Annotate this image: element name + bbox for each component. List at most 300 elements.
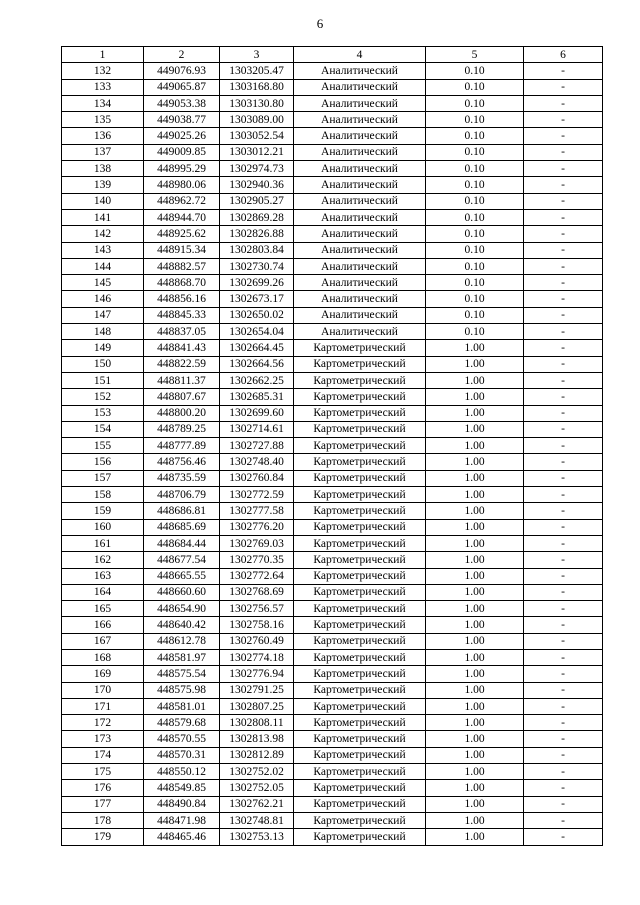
- note-cell: -: [524, 372, 603, 388]
- y-coordinate-cell: 1302807.25: [220, 698, 294, 714]
- method-cell: Аналитический: [294, 95, 426, 111]
- note-cell: -: [524, 226, 603, 242]
- table-row: [62, 193, 603, 209]
- point-number-cell: 171: [62, 698, 144, 714]
- point-number-cell: 164: [62, 584, 144, 600]
- method-cell: Картометрический: [294, 780, 426, 796]
- accuracy-cell: 0.10: [426, 275, 524, 291]
- table-header: [62, 47, 603, 63]
- x-coordinate-cell: 448570.55: [144, 731, 220, 747]
- accuracy-cell: 1.00: [426, 666, 524, 682]
- accuracy-cell: 1.00: [426, 421, 524, 437]
- method-cell: Картометрический: [294, 747, 426, 763]
- point-number-cell: 134: [62, 95, 144, 111]
- note-cell: -: [524, 79, 603, 95]
- note-cell: -: [524, 796, 603, 812]
- accuracy-cell: 1.00: [426, 356, 524, 372]
- table-row: [62, 584, 603, 600]
- note-cell: -: [524, 193, 603, 209]
- table-row: [62, 682, 603, 698]
- x-coordinate-cell: 448684.44: [144, 535, 220, 551]
- accuracy-cell: 0.10: [426, 291, 524, 307]
- table-row: [62, 63, 603, 79]
- method-cell: Картометрический: [294, 796, 426, 812]
- point-number-cell: 158: [62, 487, 144, 503]
- accuracy-cell: 1.00: [426, 487, 524, 503]
- x-coordinate-cell: 448579.68: [144, 715, 220, 731]
- x-coordinate-cell: 448581.01: [144, 698, 220, 714]
- note-cell: -: [524, 535, 603, 551]
- note-cell: -: [524, 747, 603, 763]
- y-coordinate-cell: 1302753.13: [220, 829, 294, 845]
- note-cell: -: [524, 666, 603, 682]
- point-number-cell: 155: [62, 438, 144, 454]
- page-number: 6: [316, 16, 324, 31]
- accuracy-cell: 1.00: [426, 829, 524, 845]
- y-coordinate-cell: 1303052.54: [220, 128, 294, 144]
- table-row: [62, 275, 603, 291]
- accuracy-cell: 0.10: [426, 226, 524, 242]
- point-number-cell: 133: [62, 79, 144, 95]
- x-coordinate-cell: 448612.78: [144, 633, 220, 649]
- accuracy-cell: 1.00: [426, 649, 524, 665]
- method-cell: Картометрический: [294, 633, 426, 649]
- note-cell: -: [524, 63, 603, 79]
- y-coordinate-cell: 1302685.31: [220, 389, 294, 405]
- accuracy-cell: 1.00: [426, 438, 524, 454]
- point-number-cell: 141: [62, 209, 144, 225]
- y-coordinate-cell: 1302699.26: [220, 275, 294, 291]
- note-cell: -: [524, 177, 603, 193]
- point-number-cell: 170: [62, 682, 144, 698]
- accuracy-cell: 1.00: [426, 568, 524, 584]
- x-coordinate-cell: 449025.26: [144, 128, 220, 144]
- table-row: [62, 258, 603, 274]
- point-number-cell: 138: [62, 161, 144, 177]
- method-cell: Аналитический: [294, 324, 426, 340]
- accuracy-cell: 1.00: [426, 372, 524, 388]
- y-coordinate-cell: 1302762.21: [220, 796, 294, 812]
- table-row: [62, 226, 603, 242]
- point-number-cell: 136: [62, 128, 144, 144]
- x-coordinate-cell: 448962.72: [144, 193, 220, 209]
- accuracy-cell: 1.00: [426, 764, 524, 780]
- y-coordinate-cell: 1302812.89: [220, 747, 294, 763]
- x-coordinate-cell: 448490.84: [144, 796, 220, 812]
- method-cell: Картометрический: [294, 731, 426, 747]
- point-number-cell: 157: [62, 470, 144, 486]
- method-cell: Картометрический: [294, 552, 426, 568]
- point-number-cell: 160: [62, 519, 144, 535]
- point-number-cell: 143: [62, 242, 144, 258]
- note-cell: -: [524, 584, 603, 600]
- y-coordinate-cell: 1302770.35: [220, 552, 294, 568]
- x-coordinate-cell: 448706.79: [144, 487, 220, 503]
- method-cell: Картометрический: [294, 715, 426, 731]
- method-cell: Аналитический: [294, 128, 426, 144]
- x-coordinate-cell: 449009.85: [144, 144, 220, 160]
- note-cell: -: [524, 144, 603, 160]
- y-coordinate-cell: 1302769.03: [220, 535, 294, 551]
- table-row: [62, 438, 603, 454]
- x-coordinate-cell: 449053.38: [144, 95, 220, 111]
- point-number-cell: 165: [62, 601, 144, 617]
- note-cell: -: [524, 356, 603, 372]
- accuracy-cell: 1.00: [426, 535, 524, 551]
- point-number-cell: 167: [62, 633, 144, 649]
- note-cell: -: [524, 470, 603, 486]
- y-coordinate-cell: 1302654.04: [220, 324, 294, 340]
- table-row: [62, 307, 603, 323]
- point-number-cell: 132: [62, 63, 144, 79]
- point-number-cell: 144: [62, 258, 144, 274]
- method-cell: Аналитический: [294, 275, 426, 291]
- x-coordinate-cell: 448856.16: [144, 291, 220, 307]
- x-coordinate-cell: 448980.06: [144, 177, 220, 193]
- column-header-5: 5: [426, 47, 524, 63]
- y-coordinate-cell: 1303089.00: [220, 112, 294, 128]
- point-number-cell: 177: [62, 796, 144, 812]
- accuracy-cell: 1.00: [426, 454, 524, 470]
- accuracy-cell: 0.10: [426, 144, 524, 160]
- table-row: [62, 470, 603, 486]
- x-coordinate-cell: 448549.85: [144, 780, 220, 796]
- y-coordinate-cell: 1302813.98: [220, 731, 294, 747]
- y-coordinate-cell: 1302808.11: [220, 715, 294, 731]
- method-cell: Картометрический: [294, 470, 426, 486]
- x-coordinate-cell: 448665.55: [144, 568, 220, 584]
- table-row: [62, 633, 603, 649]
- note-cell: -: [524, 438, 603, 454]
- note-cell: -: [524, 764, 603, 780]
- method-cell: Аналитический: [294, 307, 426, 323]
- point-number-cell: 174: [62, 747, 144, 763]
- method-cell: Аналитический: [294, 144, 426, 160]
- method-cell: Картометрический: [294, 649, 426, 665]
- method-cell: Картометрический: [294, 535, 426, 551]
- method-cell: Аналитический: [294, 161, 426, 177]
- accuracy-cell: 1.00: [426, 470, 524, 486]
- table-row: [62, 372, 603, 388]
- note-cell: -: [524, 519, 603, 535]
- method-cell: Аналитический: [294, 242, 426, 258]
- x-coordinate-cell: 448807.67: [144, 389, 220, 405]
- note-cell: -: [524, 242, 603, 258]
- point-number-cell: 159: [62, 503, 144, 519]
- table-row: [62, 421, 603, 437]
- x-coordinate-cell: 448995.29: [144, 161, 220, 177]
- y-coordinate-cell: 1303130.80: [220, 95, 294, 111]
- y-coordinate-cell: 1302752.05: [220, 780, 294, 796]
- note-cell: -: [524, 389, 603, 405]
- accuracy-cell: 0.10: [426, 193, 524, 209]
- point-number-cell: 151: [62, 372, 144, 388]
- table-row: [62, 698, 603, 714]
- note-cell: -: [524, 258, 603, 274]
- method-cell: Картометрический: [294, 454, 426, 470]
- table-row: [62, 764, 603, 780]
- y-coordinate-cell: 1302774.18: [220, 649, 294, 665]
- x-coordinate-cell: 449076.93: [144, 63, 220, 79]
- method-cell: Аналитический: [294, 177, 426, 193]
- accuracy-cell: 0.10: [426, 177, 524, 193]
- method-cell: Картометрический: [294, 764, 426, 780]
- note-cell: -: [524, 454, 603, 470]
- y-coordinate-cell: 1302826.88: [220, 226, 294, 242]
- accuracy-cell: 1.00: [426, 601, 524, 617]
- accuracy-cell: 0.10: [426, 209, 524, 225]
- table-row: [62, 829, 603, 845]
- method-cell: Картометрический: [294, 829, 426, 845]
- accuracy-cell: 1.00: [426, 340, 524, 356]
- x-coordinate-cell: 448735.59: [144, 470, 220, 486]
- table-row: [62, 519, 603, 535]
- y-coordinate-cell: 1302758.16: [220, 617, 294, 633]
- accuracy-cell: 0.10: [426, 242, 524, 258]
- point-number-cell: 163: [62, 568, 144, 584]
- method-cell: Картометрический: [294, 421, 426, 437]
- note-cell: -: [524, 731, 603, 747]
- table-row: [62, 747, 603, 763]
- note-cell: -: [524, 324, 603, 340]
- y-coordinate-cell: 1302662.25: [220, 372, 294, 388]
- y-coordinate-cell: 1302748.40: [220, 454, 294, 470]
- method-cell: Картометрический: [294, 617, 426, 633]
- table-row: [62, 177, 603, 193]
- x-coordinate-cell: 448811.37: [144, 372, 220, 388]
- table-row: [62, 666, 603, 682]
- accuracy-cell: 0.10: [426, 128, 524, 144]
- table-row: [62, 731, 603, 747]
- point-number-cell: 173: [62, 731, 144, 747]
- accuracy-cell: 1.00: [426, 584, 524, 600]
- point-number-cell: 142: [62, 226, 144, 242]
- note-cell: -: [524, 291, 603, 307]
- note-cell: -: [524, 780, 603, 796]
- y-coordinate-cell: 1302748.81: [220, 812, 294, 828]
- table-row: [62, 796, 603, 812]
- y-coordinate-cell: 1302776.94: [220, 666, 294, 682]
- method-cell: Аналитический: [294, 209, 426, 225]
- note-cell: -: [524, 128, 603, 144]
- accuracy-cell: 0.10: [426, 95, 524, 111]
- method-cell: Картометрический: [294, 405, 426, 421]
- table-row: [62, 535, 603, 551]
- note-cell: -: [524, 340, 603, 356]
- y-coordinate-cell: 1302768.69: [220, 584, 294, 600]
- coordinates-table: [61, 46, 603, 846]
- accuracy-cell: 0.10: [426, 79, 524, 95]
- accuracy-cell: 0.10: [426, 258, 524, 274]
- table-row: [62, 242, 603, 258]
- x-coordinate-cell: 449038.77: [144, 112, 220, 128]
- x-coordinate-cell: 448550.12: [144, 764, 220, 780]
- table-row: [62, 356, 603, 372]
- x-coordinate-cell: 448822.59: [144, 356, 220, 372]
- accuracy-cell: 1.00: [426, 747, 524, 763]
- note-cell: -: [524, 421, 603, 437]
- x-coordinate-cell: 448756.46: [144, 454, 220, 470]
- table-row: [62, 161, 603, 177]
- accuracy-cell: 1.00: [426, 780, 524, 796]
- accuracy-cell: 0.10: [426, 63, 524, 79]
- table-row: [62, 405, 603, 421]
- y-coordinate-cell: 1302940.36: [220, 177, 294, 193]
- y-coordinate-cell: 1302803.84: [220, 242, 294, 258]
- table-row: [62, 340, 603, 356]
- note-cell: -: [524, 275, 603, 291]
- y-coordinate-cell: 1302905.27: [220, 193, 294, 209]
- y-coordinate-cell: 1302650.02: [220, 307, 294, 323]
- y-coordinate-cell: 1303168.80: [220, 79, 294, 95]
- x-coordinate-cell: 448800.20: [144, 405, 220, 421]
- note-cell: -: [524, 682, 603, 698]
- method-cell: Аналитический: [294, 112, 426, 128]
- accuracy-cell: 1.00: [426, 405, 524, 421]
- point-number-cell: 140: [62, 193, 144, 209]
- y-coordinate-cell: 1303205.47: [220, 63, 294, 79]
- x-coordinate-cell: 448777.89: [144, 438, 220, 454]
- y-coordinate-cell: 1302752.02: [220, 764, 294, 780]
- accuracy-cell: 0.10: [426, 324, 524, 340]
- method-cell: Картометрический: [294, 487, 426, 503]
- accuracy-cell: 1.00: [426, 519, 524, 535]
- x-coordinate-cell: 448575.98: [144, 682, 220, 698]
- point-number-cell: 147: [62, 307, 144, 323]
- y-coordinate-cell: 1302673.17: [220, 291, 294, 307]
- table-row: [62, 487, 603, 503]
- x-coordinate-cell: 448581.97: [144, 649, 220, 665]
- point-number-cell: 149: [62, 340, 144, 356]
- method-cell: Картометрический: [294, 438, 426, 454]
- accuracy-cell: 1.00: [426, 617, 524, 633]
- column-header-3: 3: [220, 47, 294, 63]
- table-row: [62, 389, 603, 405]
- y-coordinate-cell: 1302974.73: [220, 161, 294, 177]
- table-body: [62, 63, 603, 845]
- note-cell: -: [524, 552, 603, 568]
- note-cell: -: [524, 617, 603, 633]
- method-cell: Картометрический: [294, 340, 426, 356]
- method-cell: Картометрический: [294, 372, 426, 388]
- table-row: [62, 128, 603, 144]
- point-number-cell: 175: [62, 764, 144, 780]
- method-cell: Картометрический: [294, 389, 426, 405]
- accuracy-cell: 1.00: [426, 552, 524, 568]
- note-cell: -: [524, 633, 603, 649]
- y-coordinate-cell: 1302869.28: [220, 209, 294, 225]
- note-cell: -: [524, 698, 603, 714]
- accuracy-cell: 1.00: [426, 503, 524, 519]
- x-coordinate-cell: 448640.42: [144, 617, 220, 633]
- method-cell: Картометрический: [294, 503, 426, 519]
- table-row: [62, 601, 603, 617]
- table-row: [62, 454, 603, 470]
- table-row: [62, 291, 603, 307]
- x-coordinate-cell: 448660.60: [144, 584, 220, 600]
- point-number-cell: 168: [62, 649, 144, 665]
- point-number-cell: 148: [62, 324, 144, 340]
- accuracy-cell: 1.00: [426, 812, 524, 828]
- x-coordinate-cell: 448465.46: [144, 829, 220, 845]
- point-number-cell: 179: [62, 829, 144, 845]
- point-number-cell: 162: [62, 552, 144, 568]
- x-coordinate-cell: 448845.33: [144, 307, 220, 323]
- y-coordinate-cell: 1302756.57: [220, 601, 294, 617]
- note-cell: -: [524, 112, 603, 128]
- point-number-cell: 166: [62, 617, 144, 633]
- x-coordinate-cell: 448915.34: [144, 242, 220, 258]
- method-cell: Аналитический: [294, 226, 426, 242]
- x-coordinate-cell: 449065.87: [144, 79, 220, 95]
- table-row: [62, 95, 603, 111]
- x-coordinate-cell: 448677.54: [144, 552, 220, 568]
- table-row: [62, 617, 603, 633]
- point-number-cell: 176: [62, 780, 144, 796]
- x-coordinate-cell: 448685.69: [144, 519, 220, 535]
- method-cell: Аналитический: [294, 193, 426, 209]
- table-row: [62, 552, 603, 568]
- note-cell: -: [524, 812, 603, 828]
- note-cell: -: [524, 307, 603, 323]
- table-row: [62, 112, 603, 128]
- method-cell: Картометрический: [294, 666, 426, 682]
- method-cell: Картометрический: [294, 698, 426, 714]
- note-cell: -: [524, 503, 603, 519]
- x-coordinate-cell: 448575.54: [144, 666, 220, 682]
- x-coordinate-cell: 448570.31: [144, 747, 220, 763]
- table-row: [62, 324, 603, 340]
- accuracy-cell: 1.00: [426, 796, 524, 812]
- point-number-cell: 169: [62, 666, 144, 682]
- column-header-1: 1: [62, 47, 144, 63]
- x-coordinate-cell: 448882.57: [144, 258, 220, 274]
- x-coordinate-cell: 448944.70: [144, 209, 220, 225]
- accuracy-cell: 0.10: [426, 307, 524, 323]
- point-number-cell: 139: [62, 177, 144, 193]
- table-row: [62, 144, 603, 160]
- method-cell: Картометрический: [294, 682, 426, 698]
- point-number-cell: 135: [62, 112, 144, 128]
- point-number-cell: 150: [62, 356, 144, 372]
- x-coordinate-cell: 448686.81: [144, 503, 220, 519]
- method-cell: Картометрический: [294, 568, 426, 584]
- accuracy-cell: 1.00: [426, 715, 524, 731]
- table-row: [62, 649, 603, 665]
- y-coordinate-cell: 1302714.61: [220, 421, 294, 437]
- y-coordinate-cell: 1302727.88: [220, 438, 294, 454]
- accuracy-cell: 1.00: [426, 698, 524, 714]
- point-number-cell: 156: [62, 454, 144, 470]
- note-cell: -: [524, 601, 603, 617]
- x-coordinate-cell: 448841.43: [144, 340, 220, 356]
- table-row: [62, 79, 603, 95]
- x-coordinate-cell: 448654.90: [144, 601, 220, 617]
- point-number-cell: 161: [62, 535, 144, 551]
- x-coordinate-cell: 448925.62: [144, 226, 220, 242]
- method-cell: Аналитический: [294, 258, 426, 274]
- method-cell: Картометрический: [294, 356, 426, 372]
- table-row: [62, 568, 603, 584]
- method-cell: Аналитический: [294, 63, 426, 79]
- accuracy-cell: 1.00: [426, 731, 524, 747]
- point-number-cell: 153: [62, 405, 144, 421]
- x-coordinate-cell: 448471.98: [144, 812, 220, 828]
- accuracy-cell: 0.10: [426, 161, 524, 177]
- method-cell: Картометрический: [294, 812, 426, 828]
- y-coordinate-cell: 1302776.20: [220, 519, 294, 535]
- y-coordinate-cell: 1302760.84: [220, 470, 294, 486]
